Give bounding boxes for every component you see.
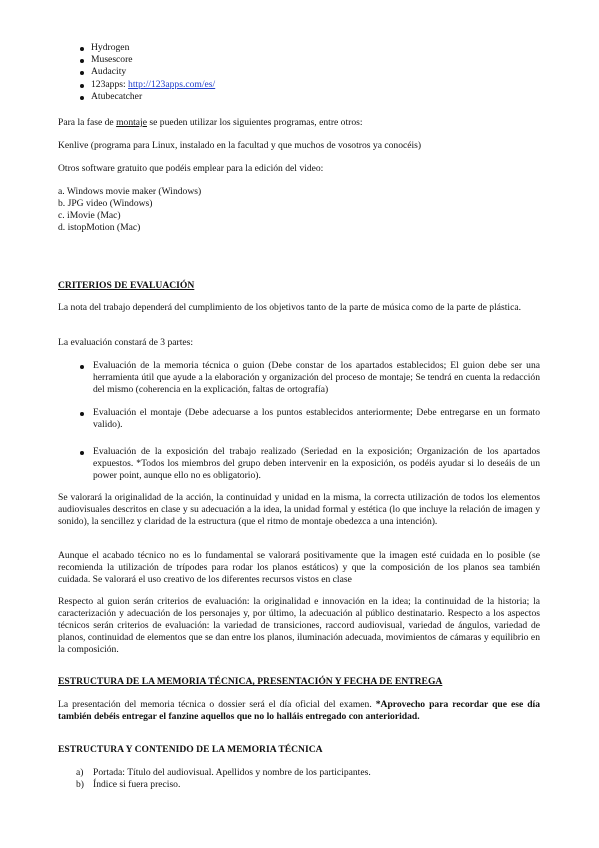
list-item xyxy=(91,79,215,91)
montaje-before: Para la fase de xyxy=(58,117,117,128)
list-item: Audacity xyxy=(91,66,127,77)
list-item: d. istopMotion (Mac) xyxy=(58,222,141,233)
bullet-icon xyxy=(80,96,84,100)
list-item: Portada: Título del audiovisual. Apellidos y nombre de los participantes. xyxy=(93,767,371,778)
criterios-p5: Respecto al guion serán criterios de evaluación: la originalidad e innovación en la idea; la continuidad de la historia; la caracterización y adecuación de los personajes y, por último, la adecuación al público destinatario. Respecto a los aspectos técnicos serán criterios de evaluación: la variedad de transiciones, raccord audiovisual, variedad de ángulos, variedad de planos, continuidad de elementos que se dan entre los planos, iluminación adecuada, movimientos de cámaras y equilibrio en la composición. xyxy=(58,596,540,655)
estructura-memoria-bold: *Aprovecho para recordar que ese día también debéis entregar el fanzine aquellos que no lo halláis entregado con anterioridad. xyxy=(58,699,540,722)
list-item: Índice si fuera preciso. xyxy=(93,779,181,790)
estructura-memoria-normal: La presentación del memoria técnica o dossier será el día oficial del examen. xyxy=(58,699,376,710)
list-item: Atubecatcher xyxy=(91,91,143,102)
list-item-prefix: 123apps: xyxy=(91,79,129,90)
otros-software-paragraph: Otros software gratuito que podéis emplear para la edición del video: xyxy=(58,163,324,174)
criterios-p4: Aunque el acabado técnico no es lo fundamental se valorará positivamente que la imagen esté cuidada en lo posible (se recomienda la utilización de trípodes para rodar los planos estáticos) y que la composición de los planos sea también cuidada. Se valorará el uso creativo de los diferentes recursos vistos en clase xyxy=(58,550,540,585)
bullet-icon xyxy=(80,71,84,75)
bullet-icon xyxy=(80,412,84,416)
list-item: a. Windows movie maker (Windows) xyxy=(58,186,202,197)
list-marker: a) xyxy=(76,767,84,778)
bullet-icon xyxy=(80,84,84,88)
bullet-icon xyxy=(80,365,84,369)
bullet-icon xyxy=(80,47,84,51)
montaje-underlined: montaje xyxy=(116,117,147,128)
criterios-heading: CRITERIOS DE EVALUACIÓN xyxy=(58,280,195,291)
bullet-icon xyxy=(80,451,84,455)
estructura-contenido-heading: ESTRUCTURA Y CONTENIDO DE LA MEMORIA TÉCNICA xyxy=(58,744,323,755)
montaje-intro xyxy=(58,117,363,129)
estructura-memoria-paragraph xyxy=(58,699,540,723)
list-item: Hydrogen xyxy=(91,42,130,53)
kenlive-paragraph: Kenlive (programa para Linux, instalado en la facultad y que muchos de vosotros ya conocéis) xyxy=(58,140,422,151)
estructura-memoria-heading: ESTRUCTURA DE LA MEMORIA TÉCNICA, PRESENTACIÓN Y FECHA DE ENTREGA xyxy=(58,676,443,687)
list-item: Musescore xyxy=(91,54,133,65)
list-marker: b) xyxy=(76,779,84,790)
criterios-bullet-2: Evaluación el montaje (Debe adecuarse a los puntos establecidos anteriormente; Debe entregarse en un formato valido). xyxy=(93,407,540,430)
list-item: b. JPG video (Windows) xyxy=(58,198,153,209)
criterios-bullet-1: Evaluación de la memoria técnica o guion (Debe constar de los apartados establecidos; El guion debe ser una herramienta útil que ayude a la elaboración y organización del proceso de montaje; Se tendrá en cuenta la redacción del mismo (coherencia en la explicación, faltas de ortografía) xyxy=(93,360,540,395)
criterios-p1: La nota del trabajo dependerá del cumplimiento de los objetivos tanto de la parte de música como de la parte de plástica. xyxy=(58,302,521,313)
criterios-bullet-3: Evaluación de la exposición del trabajo realizado (Seriedad en la exposición; Organización de los apartados expuestos. *Todos los miembros del grupo deben intervenir en la exposición, os podéis ayudar si lo deseáis de un power point, aunque ello no es obligatorio). xyxy=(93,446,540,481)
montaje-after: se pueden utilizar los siguientes programas, entre otros: xyxy=(146,117,363,128)
criterios-p3: Se valorará la originalidad de la acción, la continuidad y unidad en la misma, la correcta utilización de todos los elementos audiovisuales descritos en clase y su adecuación a la idea, la unidad formal y estética (lo que incluye la relación de imagen y sonido), la sencillez y claridad de la estructura (que el ritmo de montaje obedezca a una intención). xyxy=(58,492,540,527)
list-item: c. iMovie (Mac) xyxy=(58,210,121,221)
bullet-icon xyxy=(80,59,84,63)
criterios-p2: La evaluación constará de 3 partes: xyxy=(58,337,194,348)
link-123apps[interactable]: http://123apps.com/es/ xyxy=(128,79,216,90)
